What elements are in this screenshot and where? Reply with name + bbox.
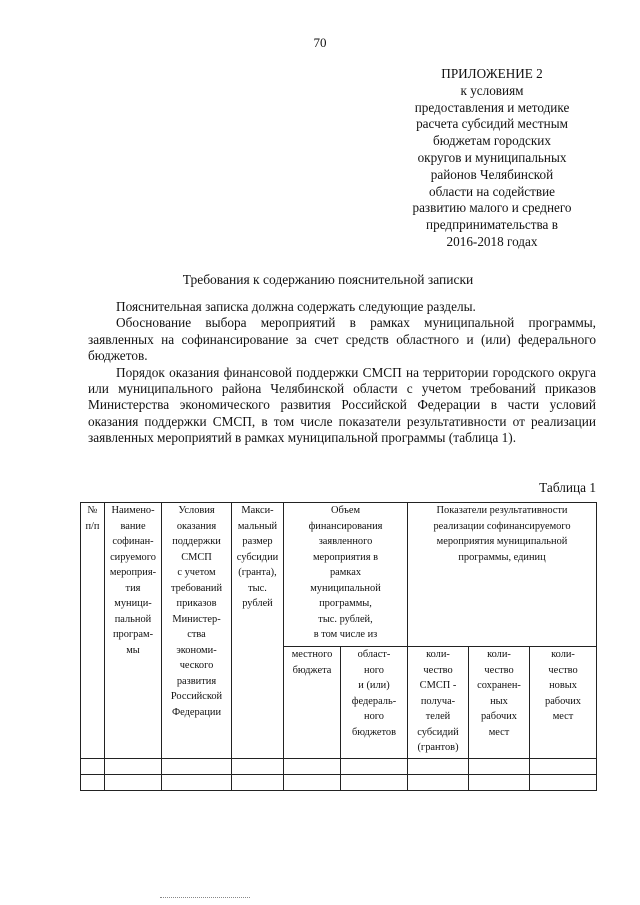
body-text	[88, 299, 596, 447]
subheader-regional-budget: област- ного и (или) федераль- ного бюджетов	[341, 647, 408, 759]
appendix-line: районов Челябинской	[430, 166, 554, 182]
appendix-line: округов и муниципальных	[417, 149, 567, 165]
header-cell-volume: Объем финансирования заявленного мероприятия в рамках муниципальной программы, тыс. рублей, в том числе из	[284, 503, 408, 647]
header-cell-conditions: Условия оказания поддержки СМСП с учетом требований приказов Министер- ства экономи- ческого развития Российской Федерации	[162, 503, 232, 759]
paragraph: Пояснительная записка должна содержать следующие разделы.	[116, 299, 476, 314]
header-cell-number: № п/п	[81, 503, 105, 759]
appendix-line: бюджетам городских	[433, 133, 551, 149]
header-cell-indicators: Показатели результативности реализации софинансируемого мероприятия муниципальной программы, единиц	[408, 503, 597, 647]
paragraph: Обоснование выбора мероприятий в рамках муниципальной программы, заявленных на софинансирование за счет средств областного и (или) федерального бюджетов.	[88, 315, 596, 364]
appendix-line: предпринимательства в	[426, 217, 558, 233]
paragraph: Порядок оказания финансовой поддержки СМСП на территории городского округа или муниципального района Челябинской области с учетом требований приказов Министерства экономического развития Российской Федерации в части условий оказания поддержки СМСП, в том числе показатели результативности от реализации заявленных мероприятий в рамках муниципальной программы (таблица 1).	[88, 364, 596, 446]
subheader-saved-jobs: коли- чество сохранен- ных рабочих мест	[469, 647, 530, 759]
subheader-local-budget: местного бюджета	[284, 647, 341, 759]
section-heading: Требования к содержанию пояснительной записки	[182, 272, 474, 287]
appendix-title: ПРИЛОЖЕНИЕ 2	[441, 66, 543, 81]
table-header-row	[81, 503, 597, 647]
appendix-line: к условиям	[460, 82, 524, 98]
table-label: Таблица 1	[539, 480, 596, 495]
table-row	[81, 775, 597, 791]
appendix-line: расчета субсидий местным	[416, 116, 568, 132]
requirements-table	[80, 502, 597, 791]
subheader-recipients: коли- чество СМСП - получа- телей субсидий (грантов)	[408, 647, 469, 759]
footer-divider	[160, 897, 250, 898]
appendix-line: области на содействие	[428, 183, 556, 199]
page-number: 70	[313, 35, 327, 50]
header-cell-max-subsidy: Макси- мальный размер субсидии (гранта), тыс. рублей	[232, 503, 284, 759]
appendix-line: 2016-2018 годах	[446, 233, 538, 249]
subheader-new-jobs: коли- чество новых рабочих мест	[530, 647, 597, 759]
table-row	[81, 759, 597, 775]
appendix-line: развитию малого и среднего	[412, 200, 572, 216]
header-cell-name: Наимено- вание софинан- сируемого мероприя- тия муници- пальной програм- мы	[105, 503, 162, 759]
appendix-line: предоставления и методике	[414, 99, 570, 115]
appendix-block	[388, 66, 596, 251]
